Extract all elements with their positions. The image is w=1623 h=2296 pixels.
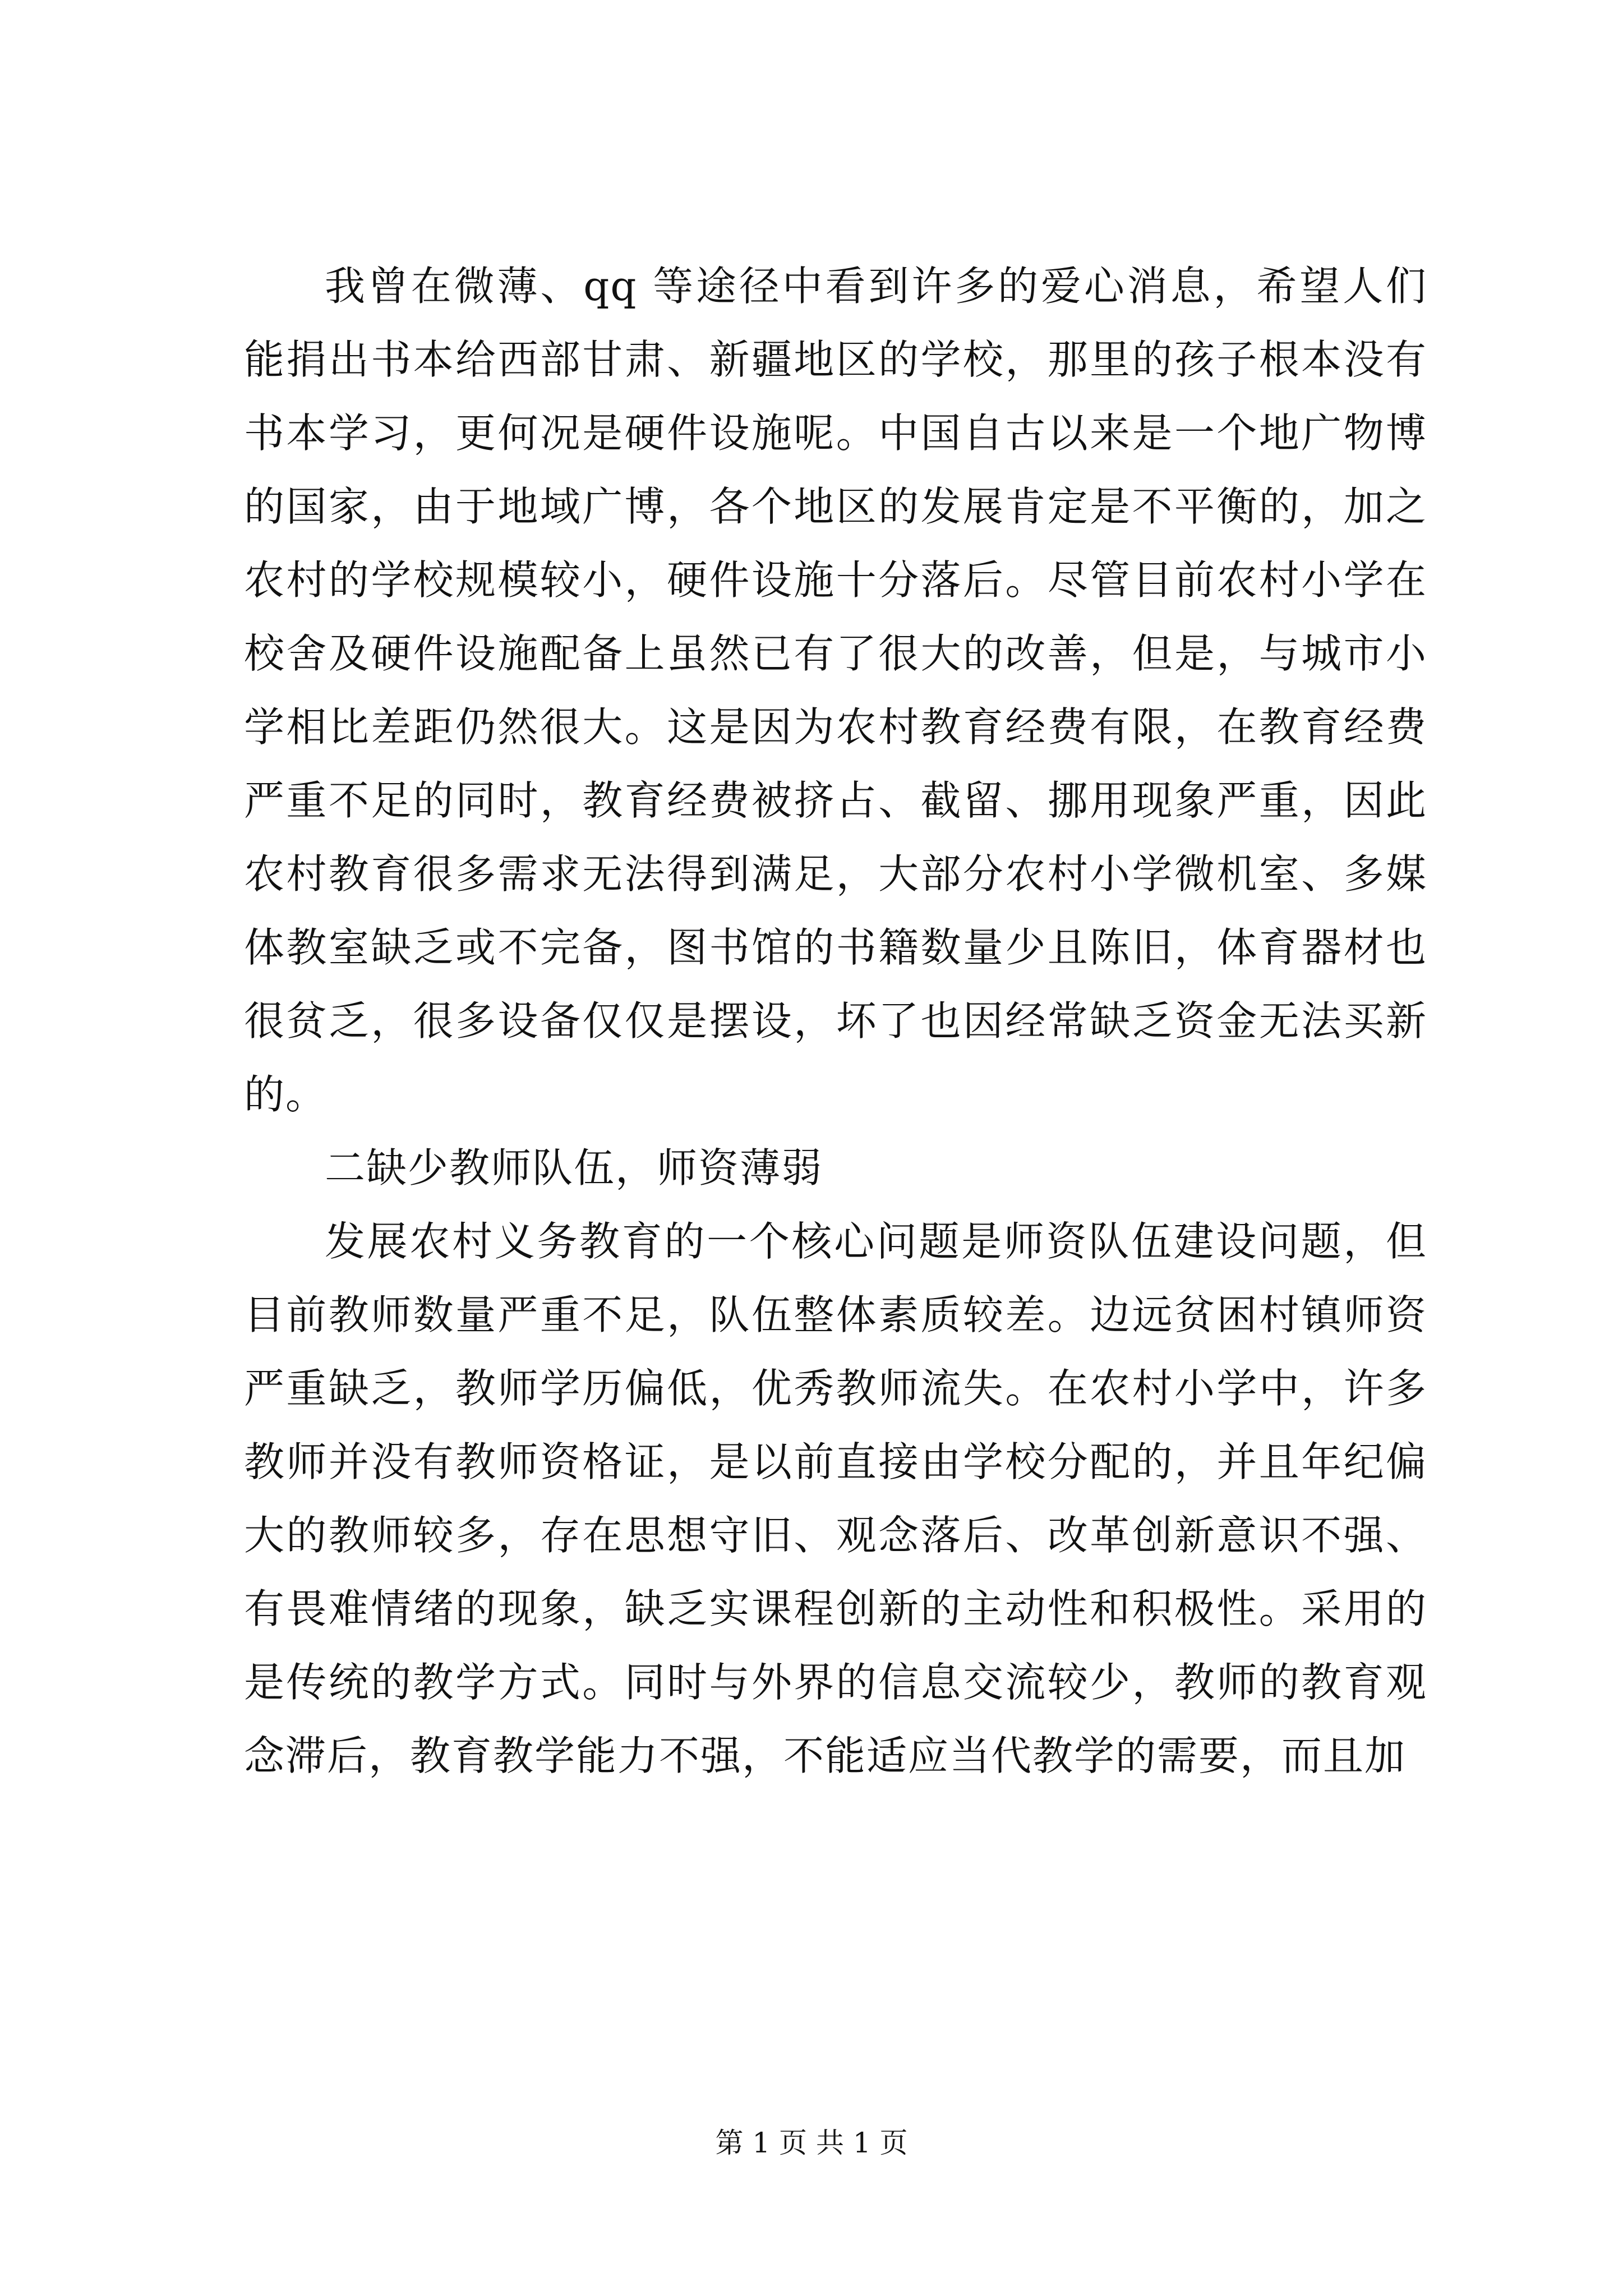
document-body xyxy=(244,250,1427,1793)
section-heading-teachers: 二缺少教师队伍，师资薄弱 xyxy=(325,1144,823,1191)
page-footer: 第 1 页 共 1 页 xyxy=(715,2127,908,2159)
paragraph-teachers: 发展农村义务教育的一个核心问题是师资队伍建设问题，但目前教师数量严重不足，队伍整体素质较差。边远贫困村镇师资严重缺乏，教师学历偏低，优秀教师流失。在农村小学中，许多教师并没有教师资格证，是以前直接由学校分配的，并且年纪偏大的教师较多，存在思想守旧、观念落后、改革创新意识不强、有畏难情绪的现象，缺乏实课程创新的主动性和积极性。采用的是传统的教学方式。同时与外界的信息交流较少，教师的教育观念滞后，教育教学能力不强，不能适应当代教学的需要，而且加 xyxy=(244,1218,1427,1779)
paragraph-hardware: 我曾在微薄、qq 等途径中看到许多的爱心消息，希望人们能捐出书本给西部甘肃、新疆地区的学校，那里的孩子根本没有书本学习，更何况是硬件设施呢。中国自古以来是一个地广物博的国家，由于地域广博，各个地区的发展肯定是不平衡的，加之农村的学校规模较小，硬件设施十分落后。尽管目前农村小学在校舍及硬件设施配备上虽然已有了很大的改善，但是，与城市小学相比差距仍然很大。这是因为农村教育经费有限，在教育经费严重不足的同时，教育经费被挤占、截留、挪用现象严重，因此农村教育很多需求无法得到满足，大部分农村小学微机室、多媒体教室缺乏或不完备，图书馆的书籍数量少且陈旧，体育器材也很贫乏，很多设备仅仅是摆设，坏了也因经常缺乏资金无法买新的。 xyxy=(244,263,1427,1118)
